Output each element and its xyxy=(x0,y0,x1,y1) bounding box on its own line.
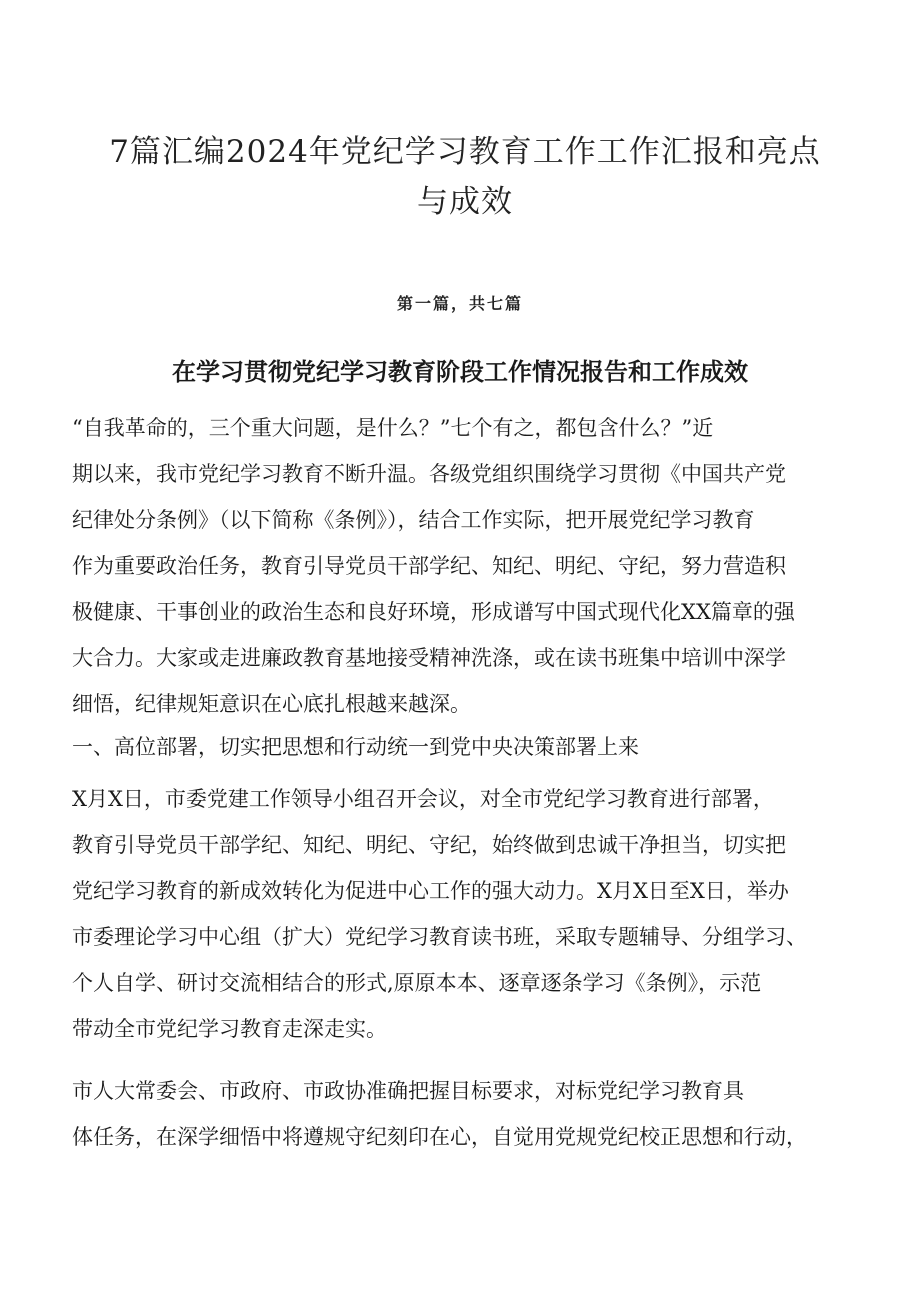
text-line: 大合力。大家或走进廉政教育基地接受精神洗涤，或在读书班集中培训中深学 xyxy=(72,646,786,670)
text-line: 一、高位部署，切实把思想和行动统一到党中央决策部署上来 xyxy=(72,735,639,759)
text-line: 市人大常委会、市政府、市政协准确把握目标要求，对标党纪学习教育具 xyxy=(72,1079,744,1103)
text-line: 体任务，在深学细悟中将遵规守纪刻印在心，自觉用党规党纪校正思想和行动， xyxy=(72,1125,807,1149)
document-title-line-1: 7篇汇编2024年党纪学习教育工作工作汇报和亮点 xyxy=(109,134,821,170)
text-line: 纪律处分条例》（以下简称《条例》），结合工作实际，把开展党纪学习教育 xyxy=(72,508,755,532)
paragraph-intro xyxy=(72,405,862,727)
text-line: 作为重要政治任务，教育引导党员干部学纪、知纪、明纪、守纪，努力营造积 xyxy=(72,554,786,578)
text-line: X月X日，市委党建工作领导小组召开会议，对全市党纪学习教育进行部署， xyxy=(72,787,774,811)
paragraph-congress xyxy=(72,1068,862,1160)
text-line: “自我革命的，三个重大问题，是什么？”七个有之，都包含什么？”近 xyxy=(72,416,714,440)
part-indicator: 第一篇，共七篇 xyxy=(396,294,523,313)
document-title-line-2: 与成效 xyxy=(417,184,513,220)
text-line: 细悟，纪律规矩意识在心底扎根越来越深。 xyxy=(72,692,471,716)
article-heading: 在学习贯彻党纪学习教育阶段工作情况报告和工作成效 xyxy=(172,358,748,386)
text-line: 极健康、干事创业的政治生态和良好环境，形成谱写中国式现代化XX篇章的强 xyxy=(72,600,795,624)
section-1-heading xyxy=(72,724,862,770)
text-line: 期以来，我市党纪学习教育不断升温。各级党组织围绕学习贯彻《中国共产党 xyxy=(72,462,786,486)
text-line: 带动全市党纪学习教育走深走实。 xyxy=(72,1017,387,1041)
text-line: 市委理论学习中心组（扩大）党纪学习教育读书班，采取专题辅导、分组学习、 xyxy=(72,925,807,949)
text-line: 个人自学、研讨交流相结合的形式,原原本本、逐章逐条学习《条例》，示范 xyxy=(72,971,762,995)
text-line: 教育引导党员干部学纪、知纪、明纪、守纪，始终做到忠诚干净担当，切实把 xyxy=(72,833,786,857)
paragraph-deployment xyxy=(72,776,862,1052)
text-line: 党纪学习教育的新成效转化为促进中心工作的强大动力。X月X日至X日，举办 xyxy=(72,879,789,903)
